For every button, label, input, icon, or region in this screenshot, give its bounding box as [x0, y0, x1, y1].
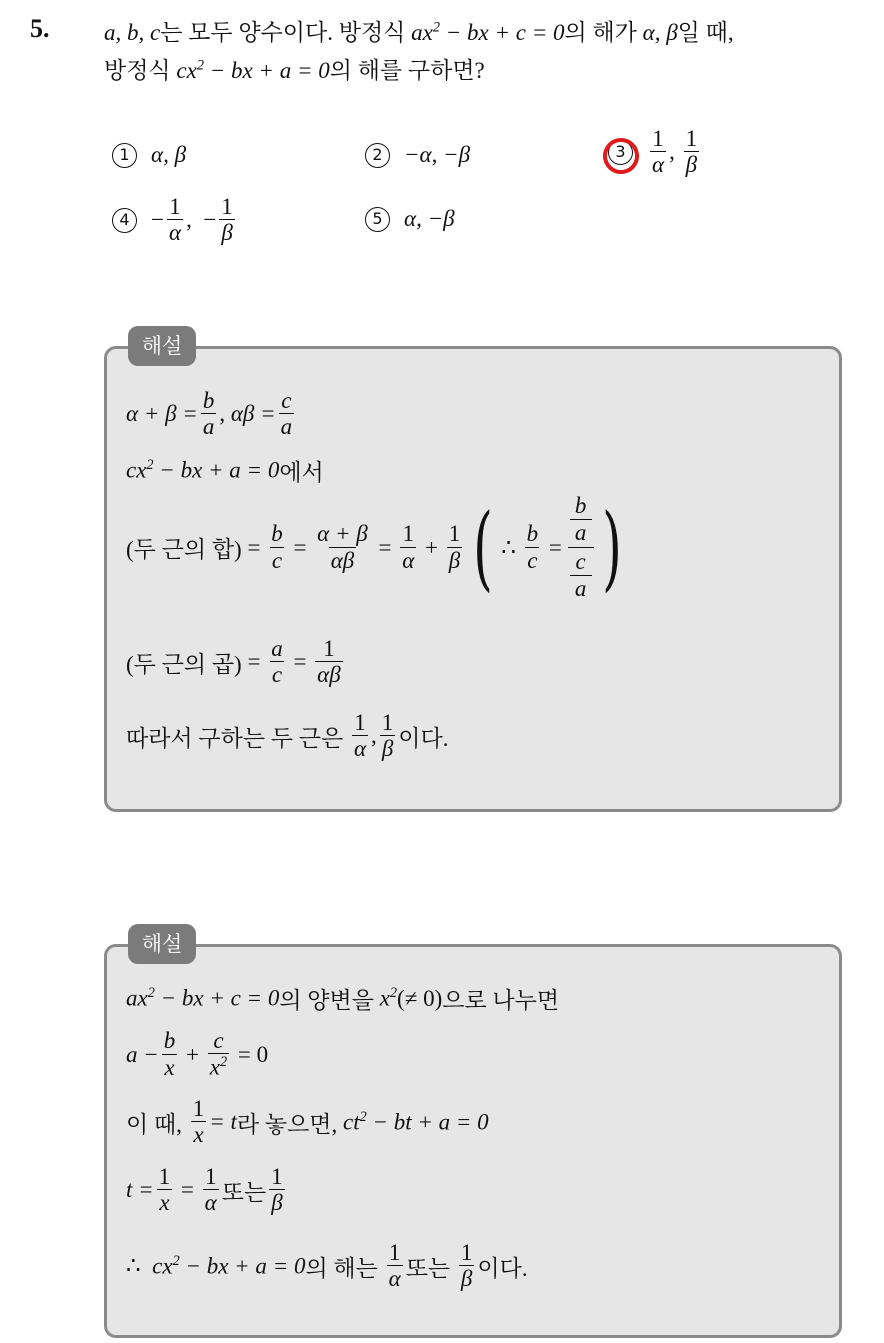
option-number: 3	[608, 140, 633, 165]
product-label: (두 근의 곱)	[126, 651, 242, 677]
option-number: 5	[365, 207, 390, 232]
solution2-line-1: $ax^2$ − bx + c = 0 의 양변을 $x^2$ (≠ 0) 으로 나누면	[126, 982, 559, 1015]
solution-text: 의 양변을	[279, 988, 374, 1013]
solution-tag: 해설	[128, 924, 196, 964]
fraction: $\frac{1}{\beta}$	[685, 126, 698, 178]
solution2-line-5: ∴ $cx^2$ − bx + a = 0 의 해는 $\frac{1}{\alpha}$ 또는 $\frac{1}{\beta}$ 이다.	[126, 1240, 528, 1292]
option-text: α, β	[151, 142, 187, 167]
answer-mark-circle	[600, 135, 643, 178]
option-number: 1	[112, 143, 137, 168]
question-text: 의 해가	[564, 20, 637, 45]
solution-text: 따라서 구하는 두 근은	[126, 725, 344, 751]
option-number: 4	[112, 208, 137, 233]
solution-text: 또는	[405, 1255, 451, 1281]
option-text: −α, −β	[404, 142, 471, 167]
option-2[interactable]	[365, 142, 470, 168]
option-text: α, −β	[404, 206, 455, 231]
solution1-line-4: (두 근의 곱) = $\frac{a}{c}$ = $\frac{1}{\alpha\beta}$	[126, 636, 341, 688]
solution-text: 에서	[279, 460, 324, 485]
option-4[interactable]: 4 − $\frac{1}{\alpha}$ , − $\frac{1}{\beta}$	[112, 194, 238, 247]
question-text: 방정식	[104, 58, 171, 83]
sum-label: (두 근의 합)	[126, 537, 242, 563]
question-line-1	[104, 14, 734, 47]
solution-text: 이다.	[398, 725, 449, 751]
option-1[interactable]	[112, 142, 186, 168]
option-5[interactable]	[365, 206, 455, 232]
solution2-line-4: t = $\frac{1}{x}$ = $\frac{1}{\alpha}$ 또는 $\frac{1}{\beta}$	[126, 1164, 283, 1216]
solution-text: 으로 나누면	[442, 988, 560, 1013]
question-text: 일 때,	[677, 20, 734, 45]
question-number: 5.	[30, 14, 50, 43]
solution2-line-2: a − $\frac{b}{x}$ + $\frac{c}{x^2}$ = 0	[126, 1028, 269, 1080]
question-text: 의 해를 구하면?	[329, 58, 485, 83]
equation-1: $ax^2$ − bx + c = 0	[411, 19, 565, 45]
nested-fraction: b a c a	[568, 494, 594, 602]
fraction: $\frac{1}{\alpha}$	[652, 126, 665, 178]
solution1-line-2: $cx^2$ − bx + a = 0 에서	[126, 454, 324, 487]
option-number: 2	[365, 143, 390, 168]
given-variables: a, b, c	[104, 20, 161, 45]
fraction: $\frac{1}{\beta}$	[221, 194, 233, 246]
solution1-line-5: 따라서 구하는 두 근은 $\frac{1}{\alpha}$ , $\frac{1}{\beta}$ 이다.	[126, 710, 449, 762]
solution1-line-3: (두 근의 합) = $\frac{b}{c}$ = $\frac{\alpha + \beta}{\alpha\beta}$ = $\frac{1}{\alpha}$ + $\frac{1}{\beta}$ ( ∴ $\frac{b}{c}$ = b a c a )	[126, 493, 622, 602]
solution-text: 라 놓으면,	[236, 1111, 338, 1137]
question-text: 는 모두 양수이다. 방정식	[160, 20, 406, 45]
solution-text: 이 때,	[126, 1111, 182, 1137]
option-3[interactable]: 3 $\frac{1}{\alpha}$ , $\frac{1}{\beta}$	[608, 126, 702, 179]
solution-text: 의 해는	[305, 1255, 378, 1281]
solution1-line-1: α + β = $\frac{b}{a}$ , αβ = $\frac{c}{a}$	[126, 388, 293, 440]
fraction: $\frac{1}{\alpha}$	[168, 194, 182, 246]
solution2-line-3: 이 때, $\frac{1}{x}$ = t 라 놓으면, $ct^2$ − bt + a = 0	[126, 1096, 489, 1148]
solution-text: 또는	[221, 1179, 267, 1205]
question-line-2	[104, 52, 485, 85]
equation-2: $cx^2$ − bx + a = 0	[176, 57, 330, 83]
solution-text: 이다.	[477, 1255, 528, 1281]
solution-tag: 해설	[128, 326, 196, 366]
roots: α, β	[642, 20, 678, 45]
